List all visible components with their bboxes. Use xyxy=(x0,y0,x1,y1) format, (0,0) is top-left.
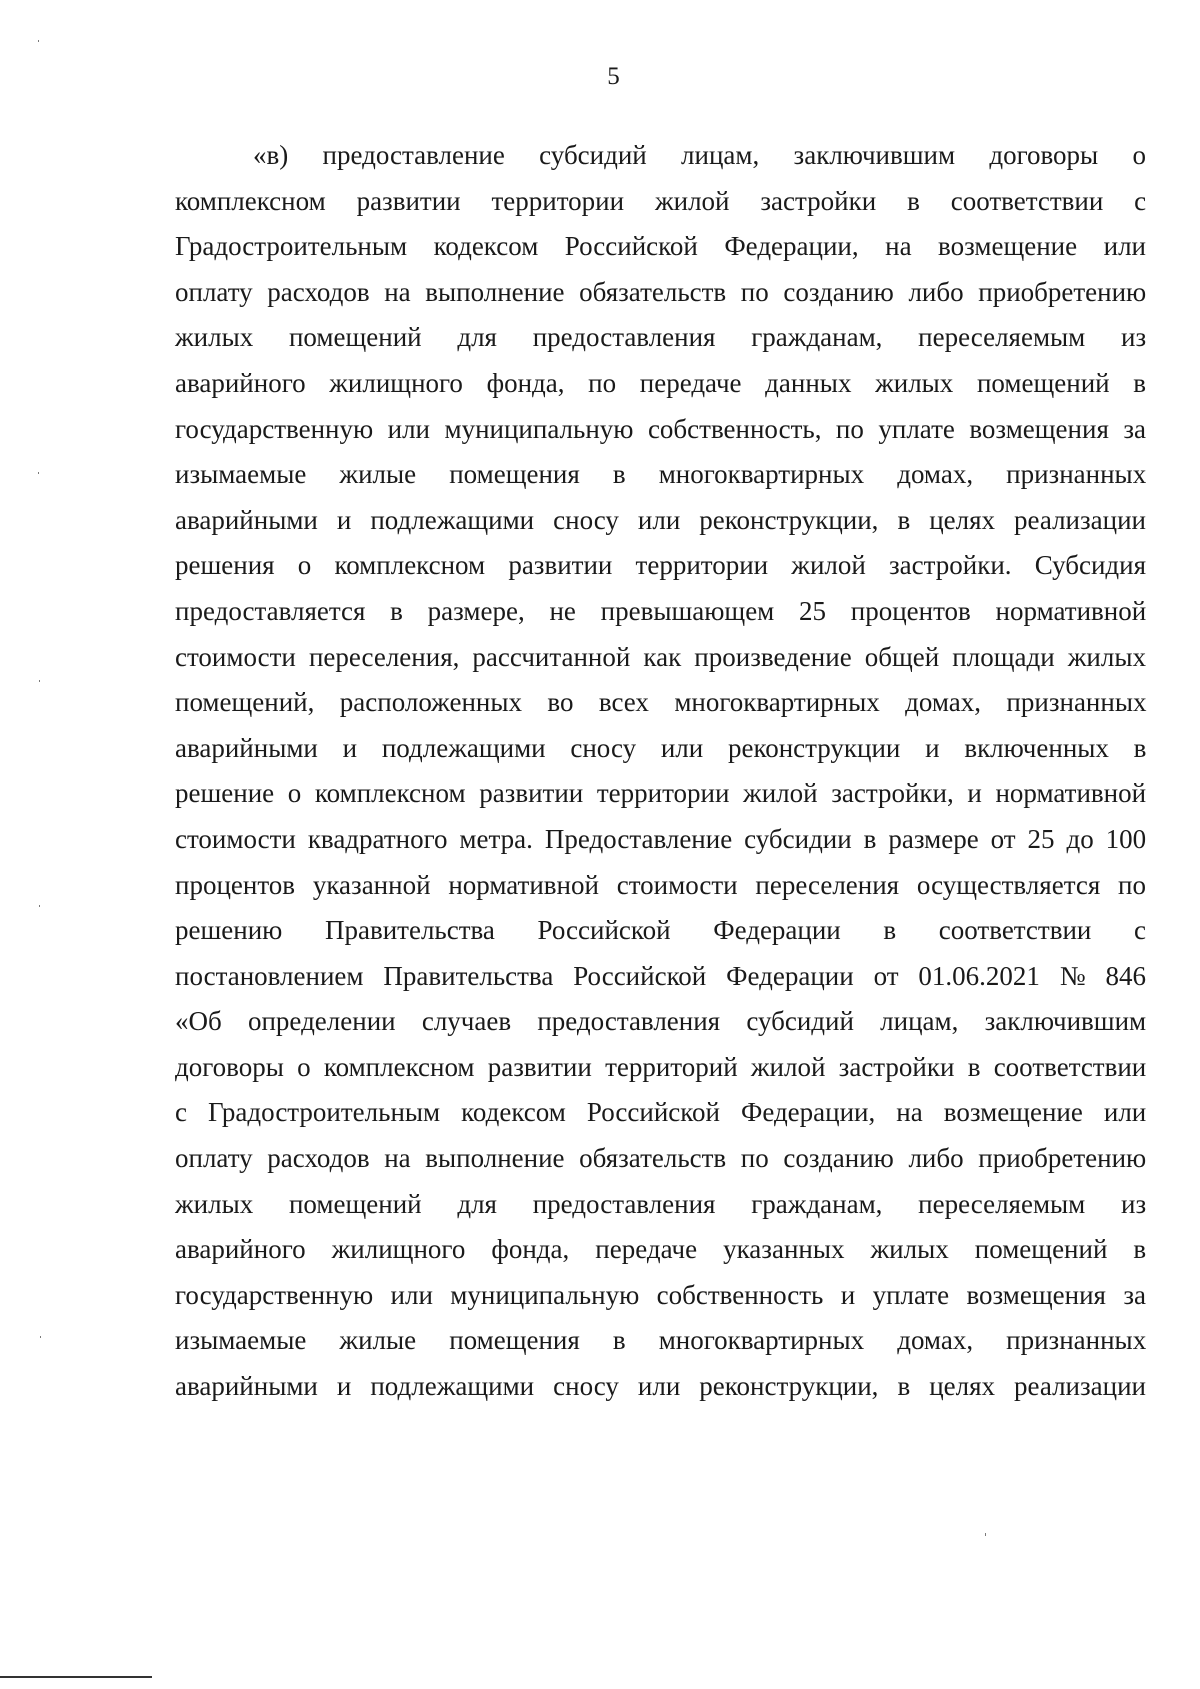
text-line: аварийными и подлежащими сносу или реконструкции и включенных в xyxy=(175,732,1147,763)
text-line: государственную или муниципальную собственность, по уплате возмещения за xyxy=(175,413,1146,444)
text-line: с Градостроительным кодексом Российской Федерации, на возмещение или xyxy=(175,1097,1147,1128)
scan-artifact xyxy=(39,905,40,907)
text-line: процентов указанной нормативной стоимости переселения осуществляется по xyxy=(175,869,1146,900)
scan-artifact xyxy=(39,680,40,682)
text-line: решение о комплексном развитии территории жилой застройки, и нормативной xyxy=(175,778,1147,809)
text-line: жилых помещений для предоставления гражданам, переселяемым из xyxy=(175,322,1147,353)
text-line: аварийного жилищного фонда, по передаче данных жилых помещений в xyxy=(175,367,1146,398)
scan-artifact xyxy=(38,472,39,474)
text-line: предоставляется в размере, не превышающем 25 процентов нормативной xyxy=(175,595,1147,626)
text-line: помещений, расположенных во всех многоквартирных домах, признанных xyxy=(175,687,1147,718)
text-line: государственную или муниципальную собственность и уплате возмещения за xyxy=(175,1279,1146,1310)
text-line: «в) предоставление субсидий лицам, заключившим договоры о xyxy=(253,140,1146,170)
text-line: комплексном развитии территории жилой застройки в соответствии с xyxy=(175,185,1147,216)
text-line: стоимости переселения, рассчитанной как произведение общей площади жилых xyxy=(175,641,1146,672)
text-line: изымаемые жилые помещения в многоквартирных домах, признанных xyxy=(175,1325,1147,1356)
text-line: постановлением Правительства Российской Федерации от 01.06.2021 № 846 xyxy=(175,960,1146,991)
text-line: аварийного жилищного фонда, передаче указанных жилых помещений в xyxy=(175,1234,1147,1265)
text-line: жилых помещений для предоставления гражданам, переселяемым из xyxy=(175,1188,1147,1219)
document-body xyxy=(175,133,1146,1410)
text-line: аварийными и подлежащими сносу или реконструкции, в целях реализации xyxy=(175,1371,1146,1402)
text-line: изымаемые жилые помещения в многоквартирных домах, признанных xyxy=(175,459,1147,490)
scan-artifact xyxy=(40,1336,41,1338)
text-line: стоимости квадратного метра. Предоставление субсидии в размере от 25 до 100 xyxy=(175,823,1147,854)
text-line: «Об определении случаев предоставления субсидий лицам, заключившим xyxy=(175,1006,1147,1037)
scan-artifact xyxy=(985,1533,986,1536)
scan-artifact xyxy=(38,40,39,42)
page-number: 5 xyxy=(607,63,620,90)
text-line: Градостроительным кодексом Российской Федерации, на возмещение или xyxy=(175,231,1146,262)
text-line: решения о комплексном развитии территории жилой застройки. Субсидия xyxy=(175,550,1146,581)
text-line: оплату расходов на выполнение обязательств по созданию либо приобретению xyxy=(175,1143,1147,1174)
text-line: оплату расходов на выполнение обязательств по созданию либо приобретению xyxy=(175,276,1147,307)
text-line: договоры о комплексном развитии территорий жилой застройки в соответствии xyxy=(175,1051,1147,1082)
footer-rule xyxy=(0,1676,152,1678)
text-line: аварийными и подлежащими сносу или реконструкции, в целях реализации xyxy=(175,504,1146,535)
text-line: решению Правительства Российской Федерации в соответствии с xyxy=(175,915,1146,946)
